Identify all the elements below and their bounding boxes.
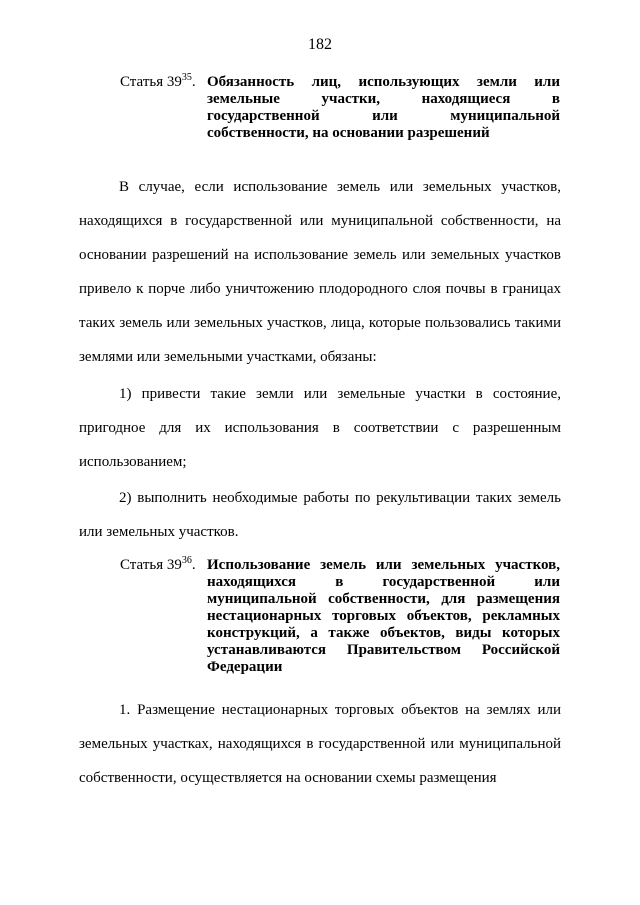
- article-39-36-heading: [120, 557, 560, 676]
- article-title: Обязанность лиц, использующих земли или земельные участки, находящиеся в государственной или муниципальной собственности, на основании разрешений: [207, 74, 560, 141]
- paragraph-item-1: 1. Размещение нестационарных торговых объектов на землях или земельных участках, находящихся в государственной или муниципальной собственности, осуществляется на основании схемы размещения: [79, 702, 561, 786]
- article-label-prefix: Статья 39: [120, 74, 182, 90]
- article-label-prefix: Статья 39: [120, 557, 182, 573]
- paragraph-intro: В случае, если использование земель или земельных участков, находящихся в государственной или муниципальной собственности, на основании разрешений на использование земель или земельных участков привело к порче либо уничтожению плодородного слоя почвы в границах таких земель или земельных участков, лица, которые пользовались такими землями или земельными участками, обязаны:: [79, 179, 561, 365]
- article-label-suffix: .: [191, 557, 196, 573]
- article-label-superscript: 35: [181, 72, 192, 83]
- article-label: [120, 557, 207, 676]
- page-number: 182: [308, 36, 332, 53]
- paragraph-item-2: 2) выполнить необходимые работы по рекультивации таких земель или земельных участков.: [79, 490, 561, 540]
- paragraph-item-1: 1) привести такие земли или земельные участки в состояние, пригодное для их использования в соответствии с разрешенным использованием;: [79, 386, 561, 470]
- article-39-35-heading: [120, 74, 560, 142]
- article-label-superscript: 36: [181, 555, 192, 566]
- article-title: Использование земель или земельных участков, находящихся в государственной или муниципальной собственности, для размещения нестационарных торговых объектов, рекламных конструкций, а также объектов, виды которых устанавливаются Правительством Российской Федерации: [207, 557, 560, 675]
- article-label-suffix: .: [191, 74, 196, 90]
- article-label: [120, 74, 207, 142]
